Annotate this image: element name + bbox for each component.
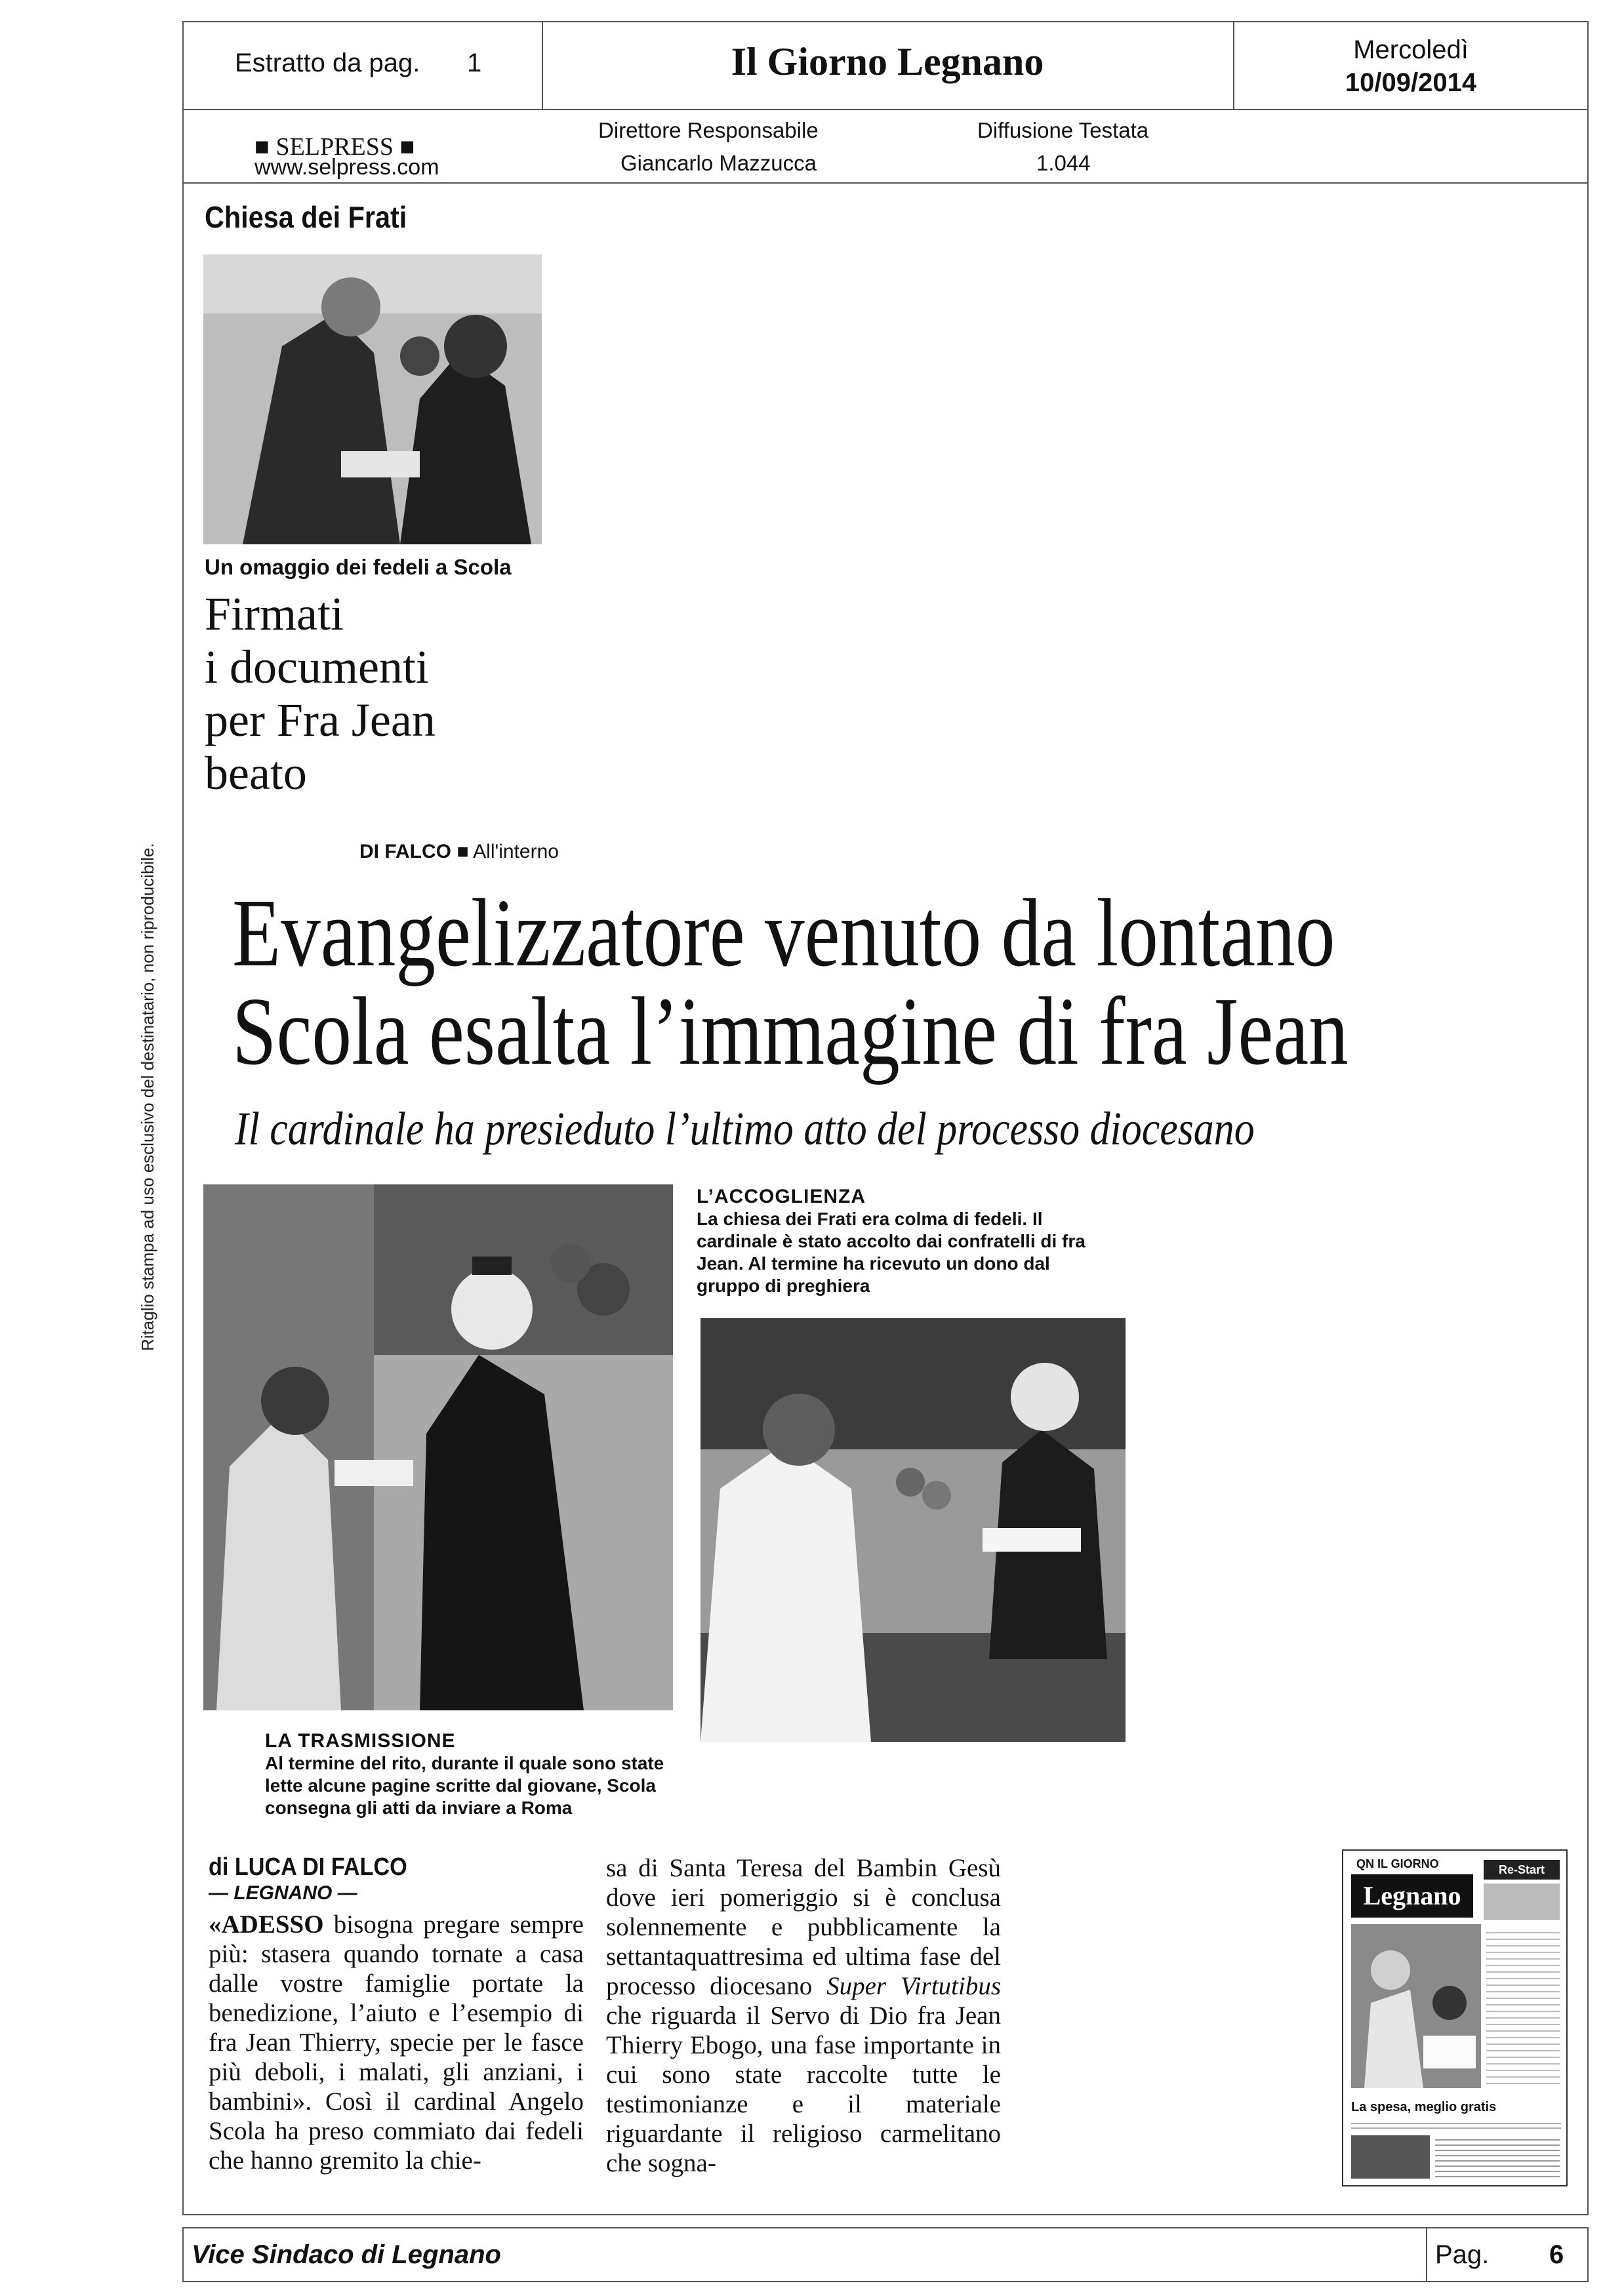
article-lead: «ADESSO (209, 1910, 324, 1939)
article-headline (232, 879, 1349, 1085)
article-headline-line-1: Evangelizzatore venuto da lontano (232, 879, 1335, 987)
teaser-byline-sep: ■ (457, 841, 469, 862)
article-dateline: — LEGNANO — (209, 1882, 357, 1904)
header-divider (182, 109, 1589, 110)
article-col-2-text-a: sa di Santa Teresa del Bambin Gesù dove ieri pomeriggio si è conclusa solennemente e pubblicamente la settantaquattresima ed ultima fase del processo diocesano (606, 1854, 1001, 2000)
teaser-kicker: Chiesa dei Frati (205, 200, 407, 234)
article-col-1-text: bisogna pregare sempre più: stasera quando tornate a casa dalle vostre famiglie portate la benedizione, l’aiuto e l’esempio di fra Jean Thierry, specie per le fasce più deboli, i malati, gli anziani, i bambini». Così il cardinal Angelo Scola ha preso commiato dai fedeli che hanno gremito la chie- (209, 1910, 584, 2175)
agency-url[interactable]: www.selpress.com (254, 155, 439, 180)
article-author: di LUCA DI FALCO (209, 1853, 407, 1881)
footer-page-number: 6 (1549, 2240, 1564, 2269)
agency-name: ■ SELPRESS ■ (254, 133, 415, 161)
teaser-headline-line: i documenti (205, 641, 429, 693)
thumb-bottom-text (1435, 2135, 1560, 2179)
teaser-headline-line: per Fra Jean (205, 694, 436, 746)
article-col-2-text-b: che riguarda il Servo di Dio fra Jean Thierry Ebogo, una fase importante in cui sono state raccolte tutte le testimonianze e il materiale riguardante il religioso carmelitano che sogna- (606, 2002, 1001, 2177)
thumb-badge: Re-Start (1484, 1860, 1560, 1880)
footer-divider (1426, 2227, 1427, 2282)
newspaper-title: Il Giorno Legnano (731, 40, 1044, 83)
thumb-headline: La spesa, meglio gratis (1351, 2100, 1497, 2114)
weekday: Mercoledì (1353, 35, 1469, 64)
thumb-bottom-box (1351, 2135, 1430, 2179)
thumb-deck (1351, 2120, 1561, 2129)
side-note: Ritaglio stampa ad uso esclusivo del destinatario, non riproducibile. (138, 843, 157, 1351)
circulation-value: 1.044 (1036, 151, 1091, 175)
thumb-masthead: QN IL GIORNO (1356, 1857, 1439, 1870)
article-subheadline: Il cardinale ha presieduto l’ultimo atto del processo diocesano (235, 1102, 1255, 1155)
teaser-headline (205, 588, 436, 800)
caption-accoglienza-text: La chiesa dei Frati era colma di fedeli. Il cardinale è stato accolto dai confratelli di fra Jean. Al termine ha ricevuto un dono dal gruppo di preghiera (697, 1209, 1086, 1296)
director-label: Direttore Responsabile (598, 118, 819, 142)
teaser-subkicker: Un omaggio dei fedeli a Scola (205, 555, 512, 579)
thumb-main-photo-art (1351, 1924, 1481, 2088)
extract-page: 1 (467, 49, 482, 77)
teaser-byline-ref: All'interno (473, 841, 559, 862)
thumb-main-photo (1351, 1924, 1481, 2088)
teaser-photo-art (203, 254, 542, 544)
photo-accoglienza-art (700, 1318, 1126, 1742)
article-col-2-italic: Super Virtutibus (826, 1972, 1001, 2000)
footer-page-label: Pag. (1435, 2240, 1490, 2269)
caption-trasmissione-title: LA TRASMISSIONE (265, 1730, 456, 1752)
photo-accoglienza (700, 1318, 1126, 1742)
thumb-section: Legnano (1351, 1874, 1473, 1918)
photo-trasmissione-art (203, 1184, 673, 1710)
director-name: Giancarlo Mazzucca (620, 151, 817, 175)
teaser-byline-row (359, 841, 559, 863)
footer-client: Vice Sindaco di Legnano (192, 2240, 501, 2269)
caption-trasmissione-text: Al termine del rito, durante il quale sono state lette alcune pagine scritte dal giovane, Scola consegna gli atti da inviare a Roma (265, 1753, 664, 1818)
article-col-1 (209, 1910, 584, 2175)
article-col-2 (606, 1853, 1001, 2178)
extract-label: Estratto da pag. (235, 49, 420, 77)
teaser-photo (203, 254, 542, 544)
teaser-byline: DI FALCO (359, 841, 451, 862)
teaser-headline-line: beato (205, 747, 307, 799)
thumb-promo (1484, 1883, 1560, 1920)
front-page-thumbnail (1342, 1849, 1568, 2186)
photo-trasmissione (203, 1184, 673, 1710)
header-bottom-rule (182, 182, 1589, 184)
teaser-headline-line: Firmati (205, 588, 344, 640)
article-headline-line-2: Scola esalta l’immagine di fra Jean (232, 978, 1349, 1085)
date: 10/09/2014 (1345, 68, 1477, 97)
caption-accoglienza-title: L’ACCOGLIENZA (697, 1186, 866, 1207)
circulation-label: Diffusione Testata (977, 118, 1149, 142)
thumb-side-column (1486, 1927, 1560, 2084)
